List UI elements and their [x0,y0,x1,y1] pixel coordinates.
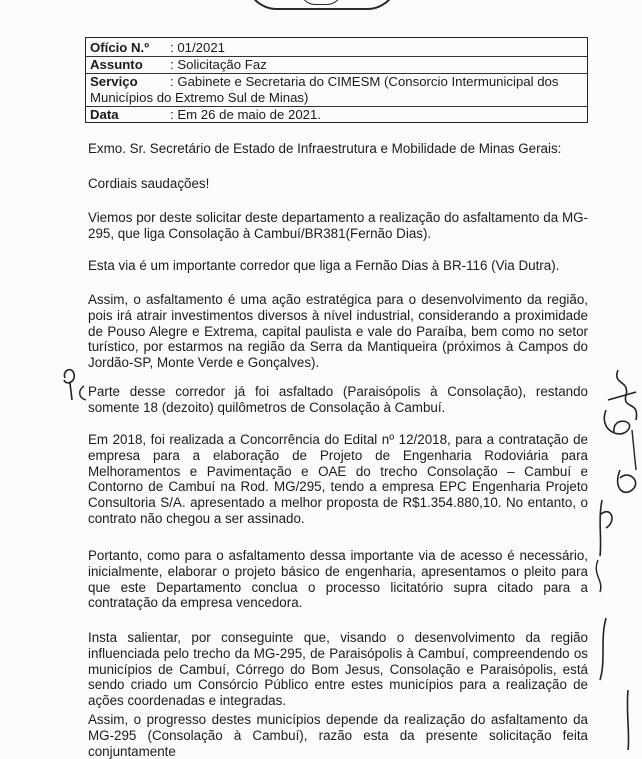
servico-value: : Gabinete e Secretaria do CIMESM (Consorcio Intermunicipal dos [170,74,559,89]
servico-value-continuation: Municípios do Extremo Sul de Minas) [90,90,309,105]
paragraph-text: Em 2018, foi realizada a Concorrência do Edital nº 12/2018, para a contratação de empresa para a elaboração de Projeto de Engenharia Rodoviária para Melhoramentos e Pavimentação e OAE do trecho Consolação – Cambuí e Contorno de Cambuí na Rod. MG/295, tendo a empresa EPC Engenharia Projeto Consultoria S/A. apresentado a melhor proposta de R$1.354.880,10. No entanto, o contrato não chegou a ser assinado. [88,432,588,526]
assunto-value: : Solicitação Faz [170,57,267,72]
margin-stroke [627,690,628,750]
servico-label: Serviço [90,74,138,89]
margin-initial-mark [64,370,74,400]
margin-signature-mid [618,470,636,492]
paragraph-text: Esta via é um importante corredor que liga a Fernão Dias à BR-116 (Via Dutra). [88,258,560,273]
addressee-line: Exmo. Sr. Secretário de Estado de Infraestrutura e Mobilidade de Minas Gerais: [88,141,562,156]
paragraph-text: Assim, o asfaltamento é uma ação estratégica para o desenvolvimento da região, pois irá atrair investimentos diversos à nível industrial, considerando a proximidade de Pouso Alegre e Extrema, capital paulista e vale do Paraíba, bem como no setor turístico, por estarmos na região da Serra da Mantiqueira (próximos à Campos do Jordão-SP, Monte Verde e Gonçalves). [88,292,588,371]
margin-stroke [596,560,601,592]
margin-signature-bottom [600,618,606,680]
oficio-label: Ofício N.º [90,40,150,55]
paragraph-text: Portanto, como para o asfaltamento dessa importante via de acesso é necessário, inicialmente, elaborar o projeto básico de engenharia, apresentamos o pleito para que este Departamento conclua o processo licitatório supra citado para a contratação da empresa vencedora. [88,548,588,611]
margin-letter-mark [600,500,612,556]
assunto-label: Assunto [90,57,143,72]
data-label: Data [90,107,119,122]
data-value: : Em 26 de maio de 2021. [170,107,322,122]
margin-signature-top [608,370,637,420]
margin-stroke [632,430,636,470]
paragraph-bracket-mark [80,386,86,400]
margin-initial-loop [604,410,629,434]
paragraph-text: Viemos por deste solicitar deste departamento a realização do asfaltamento da MG-295, que liga Consolação à Cambuí/BR381(Fernão Dias). [88,210,588,241]
paragraph-text: Parte desse corredor já foi asfaltado (Paraisópolis à Consolação), restando somente 18 (dezoito) quilômetros de Consolação à Cambuí. [88,384,588,415]
greeting-line: Cordiais saudações! [88,176,210,191]
paragraph-text: Insta salientar, por conseguinte que, visando o desenvolvimento da região influenciada pelo trecho da MG-295, de Paraisópolis à Cambuí, compreendendo os municípios de Cambuí, Córrego do Bom Jesus, Consolação e Paraisópolis, está sendo criado um Consórcio Público entre estes municípios para a realização de ações coordenadas e integradas. [88,630,588,709]
oficio-value: : 01/2021 [170,40,225,55]
paragraph-text: Assim, o progresso destes municípios depende da realização do asfaltamento da MG-295 (Consolação à Cambuí), razão esta da presente solicitação feita conjuntamente [88,712,588,759]
